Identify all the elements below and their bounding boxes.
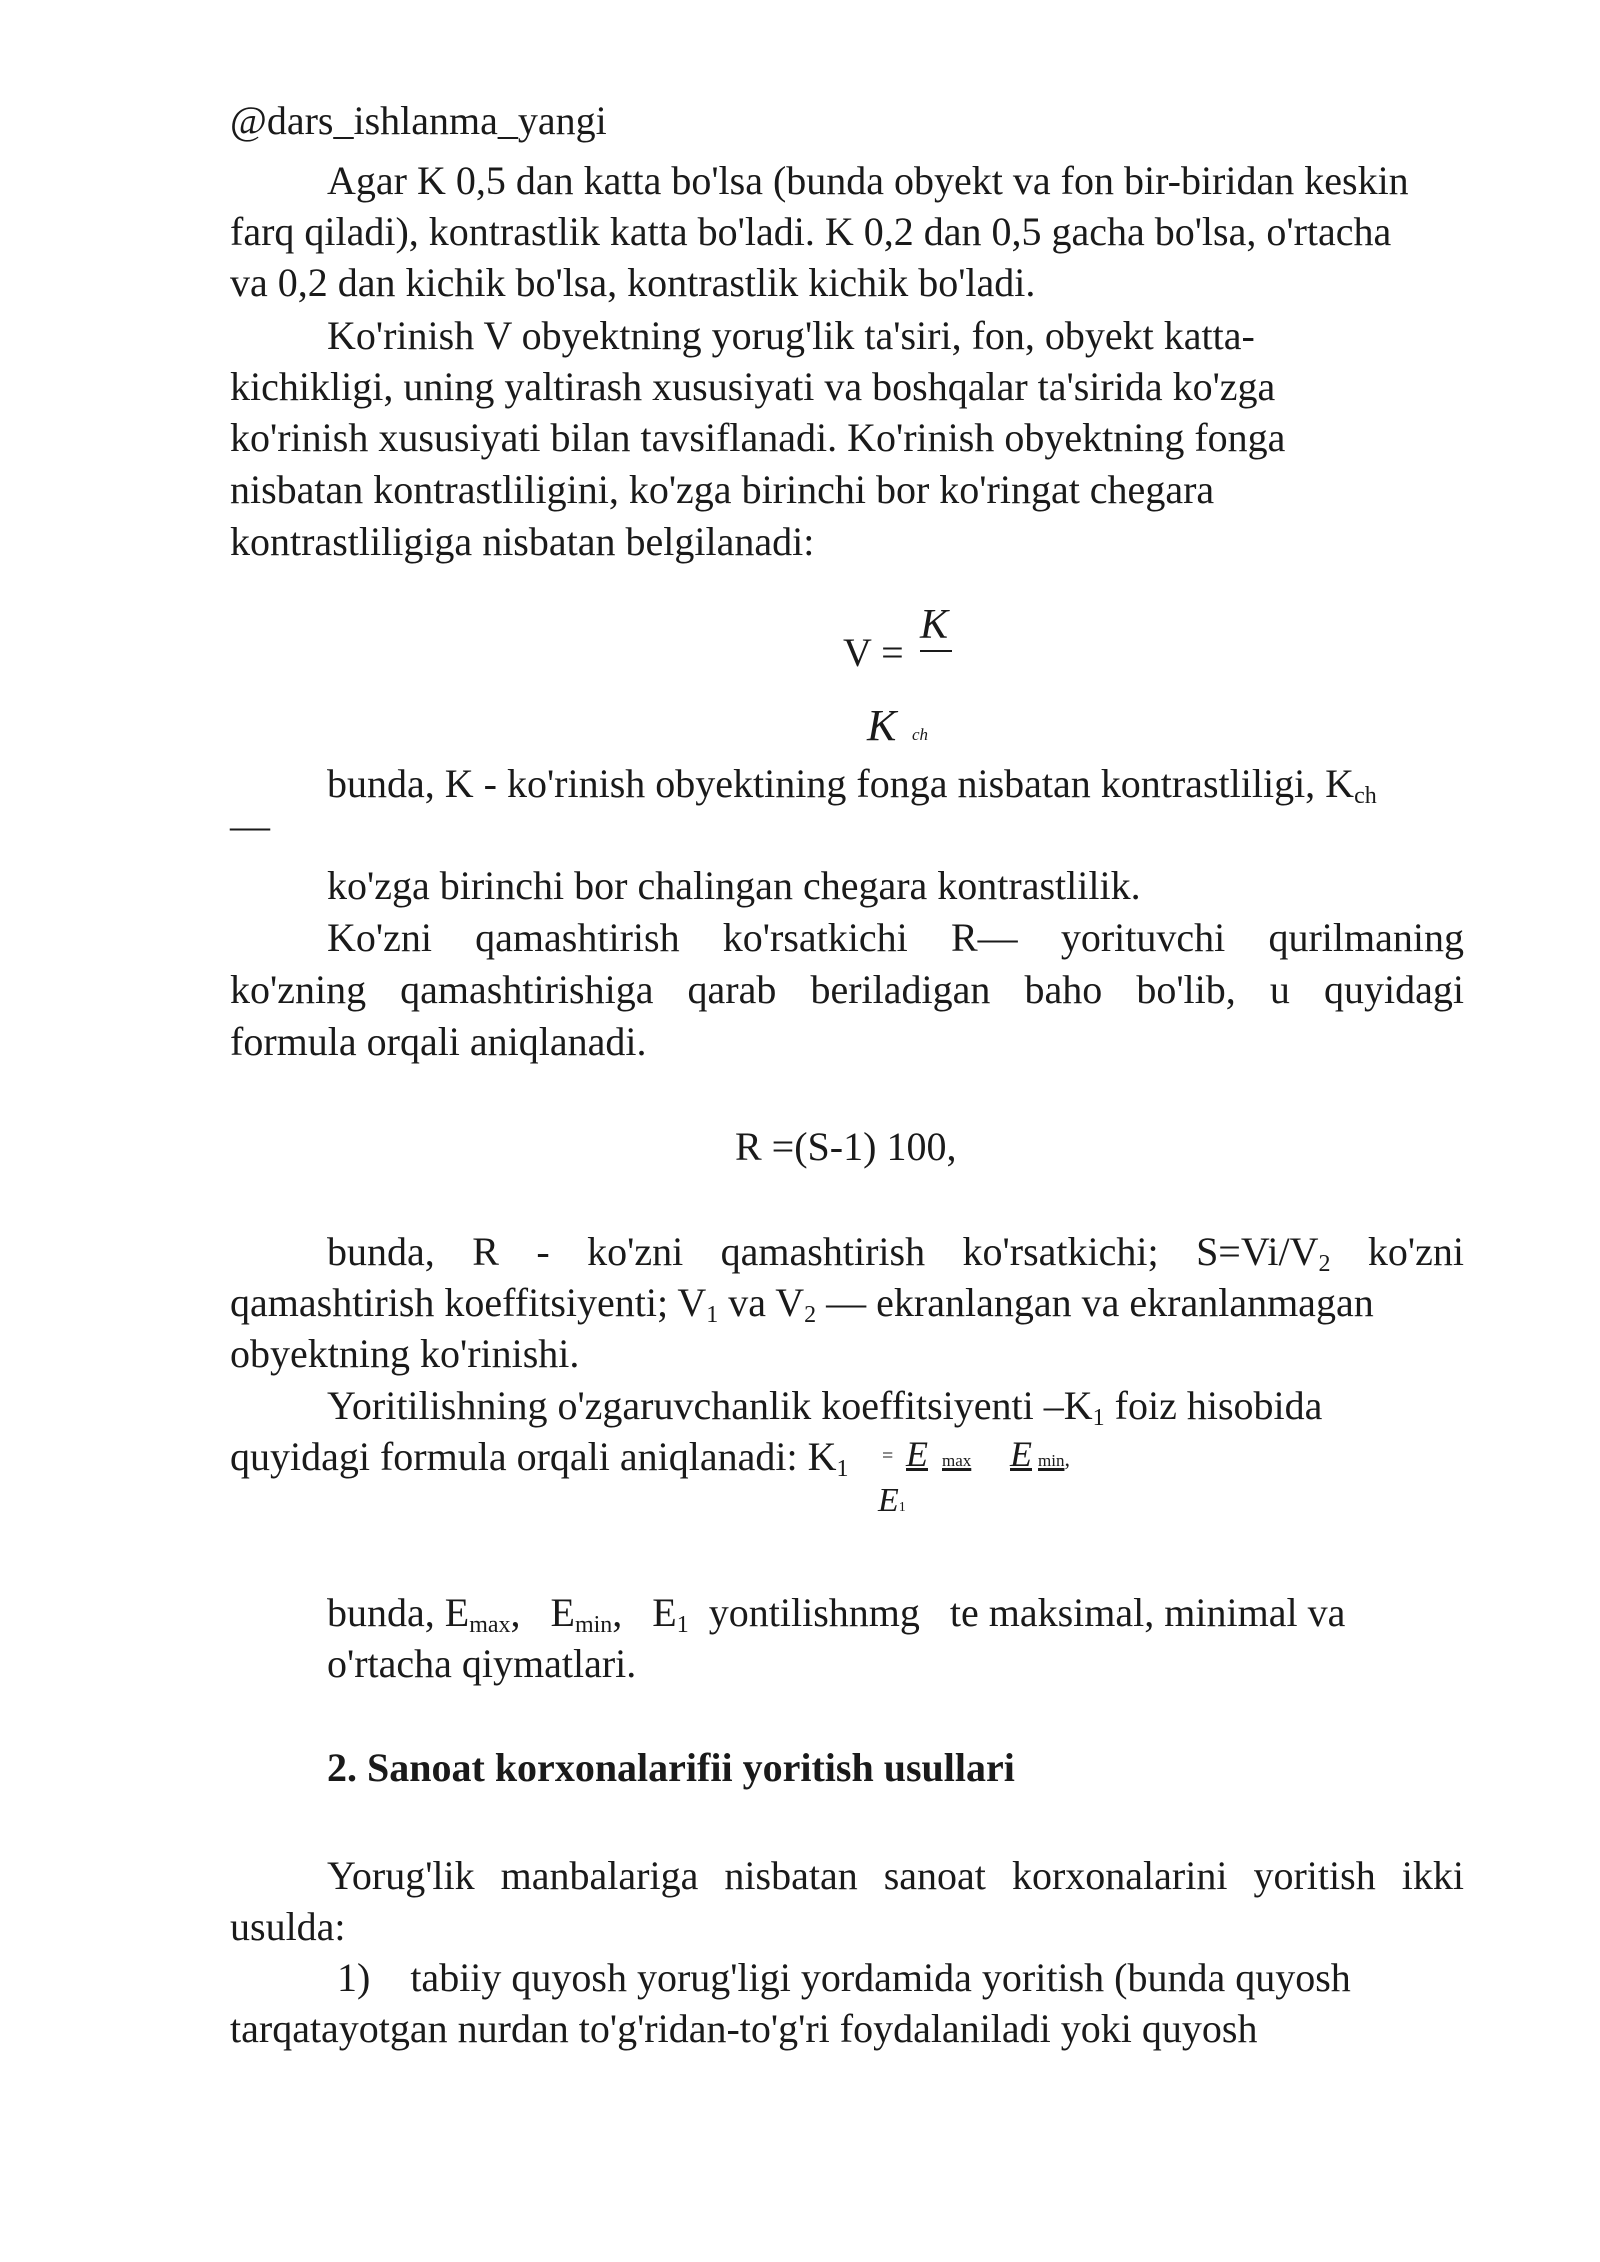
paragraph-5-line-2: qamashtirish koeffitsiyenti; $V_1$ va $V_2$ — ekranlangan va ekranlanmagan	[230, 1280, 1374, 1328]
formula-v-numerator: K	[920, 602, 949, 648]
paragraph-8-line-1: Yorug'lik manbalariga nisbatan sanoat korxonalarini yoritish ikki	[327, 1853, 1464, 1898]
paragraph-7-line-1: bunda, $E_{max}$, $E_{min}$, $E_1$ yontilishnmg te maksimal, minimal va	[327, 1590, 1346, 1638]
paragraph-2-line-2: kichikligi, uning yaltirash xususiyati va boshqalar ta'sirida ko'zga	[230, 364, 1276, 409]
paragraph-2-line-1: Ko'rinish V obyektning yorug'lik ta'siri, fon, obyekt katta-	[327, 313, 1255, 358]
section-heading: 2. Sanoat korxonalarifii yoritish usullari	[327, 1745, 1015, 1790]
paragraph-1-line-2: farq qiladi), kontrastlik katta bo'ladi. K 0,2 dan 0,5 gacha bo'lsa, o'rtacha	[230, 209, 1392, 254]
paragraph-4-line-3: formula orqali aniqlanadi.	[230, 1019, 647, 1064]
formula-k1-denominator: E1	[878, 1482, 906, 1519]
paragraph-2-line-3: ko'rinish xususiyati bilan tavsiflanadi. Ko'rinish obyektning fonga	[230, 415, 1286, 460]
paragraph-3-dash: —	[230, 803, 270, 848]
formula-k1-emin: Emin,	[1010, 1434, 1070, 1474]
formula-v-denominator: K	[867, 701, 897, 750]
paragraph-2-line-5: kontrastliligiga nisbatan belgilanadi:	[230, 519, 815, 564]
paragraph-8-line-2: usulda:	[230, 1904, 346, 1949]
paragraph-5-line-3: obyektning ko'rinishi.	[230, 1331, 580, 1376]
paragraph-4-line-1: Ko'zni qamashtirish ko'rsatkichi R— yorituvchi qurilmaning	[327, 915, 1464, 960]
formula-v-fraction-bar	[920, 650, 952, 652]
formula-v-denominator-sub: ch	[912, 725, 929, 744]
paragraph-3-line-2: ko'zga birinchi bor chalingan chegara kontrastlilik.	[327, 863, 1141, 908]
paragraph-9-line-1: 1) tabiiy quyosh yorug'ligi yordamida yoritish (bunda quyosh	[327, 1955, 1351, 2000]
paragraph-5-line-1: bunda, R - ko'zni qamashtirish ko'rsatkichi; $S=Vi/V_2$ ko'zni	[327, 1229, 1464, 1277]
formula-r: R =(S-1) 100,	[735, 1124, 957, 1169]
paragraph-3-line-1: bunda, K - ko'rinish obyektining fonga nisbatan kontrastliligi, $K_{ch}$	[327, 761, 1377, 809]
formula-k1-equals: =	[882, 1445, 894, 1467]
paragraph-6-line-1: Yoritilishning o'zgaruvchanlik koeffitsiyenti $-K_1$ foiz hisobida	[327, 1383, 1323, 1431]
paragraph-7-line-2: o'rtacha qiymatlari.	[327, 1641, 637, 1686]
formula-k1-emax: Emax	[906, 1434, 972, 1474]
paragraph-4-line-2: ko'zning qamashtirishiga qarab beriladigan baho bo'lib, u quyidagi	[230, 967, 1464, 1012]
channel-handle: @dars_ishlanma_yangi	[230, 98, 607, 143]
paragraph-1-line-1: Agar K 0,5 dan katta bo'lsa (bunda obyekt va fon bir-biridan keskin	[327, 158, 1409, 203]
paragraph-6-line-2: quyidagi formula orqali aniqlanadi: $K_1$	[230, 1434, 849, 1482]
formula-v-lhs: V =	[843, 630, 904, 675]
paragraph-1-line-3: va 0,2 dan kichik bo'lsa, kontrastlik kichik bo'ladi.	[230, 260, 1036, 305]
paragraph-9-line-2: tarqatayotgan nurdan to'g'ridan-to'g'ri foydalaniladi yoki quyosh	[230, 2006, 1258, 2051]
paragraph-2-line-4: nisbatan kontrastliligini, ko'zga birinchi bor ko'ringat chegara	[230, 467, 1215, 512]
